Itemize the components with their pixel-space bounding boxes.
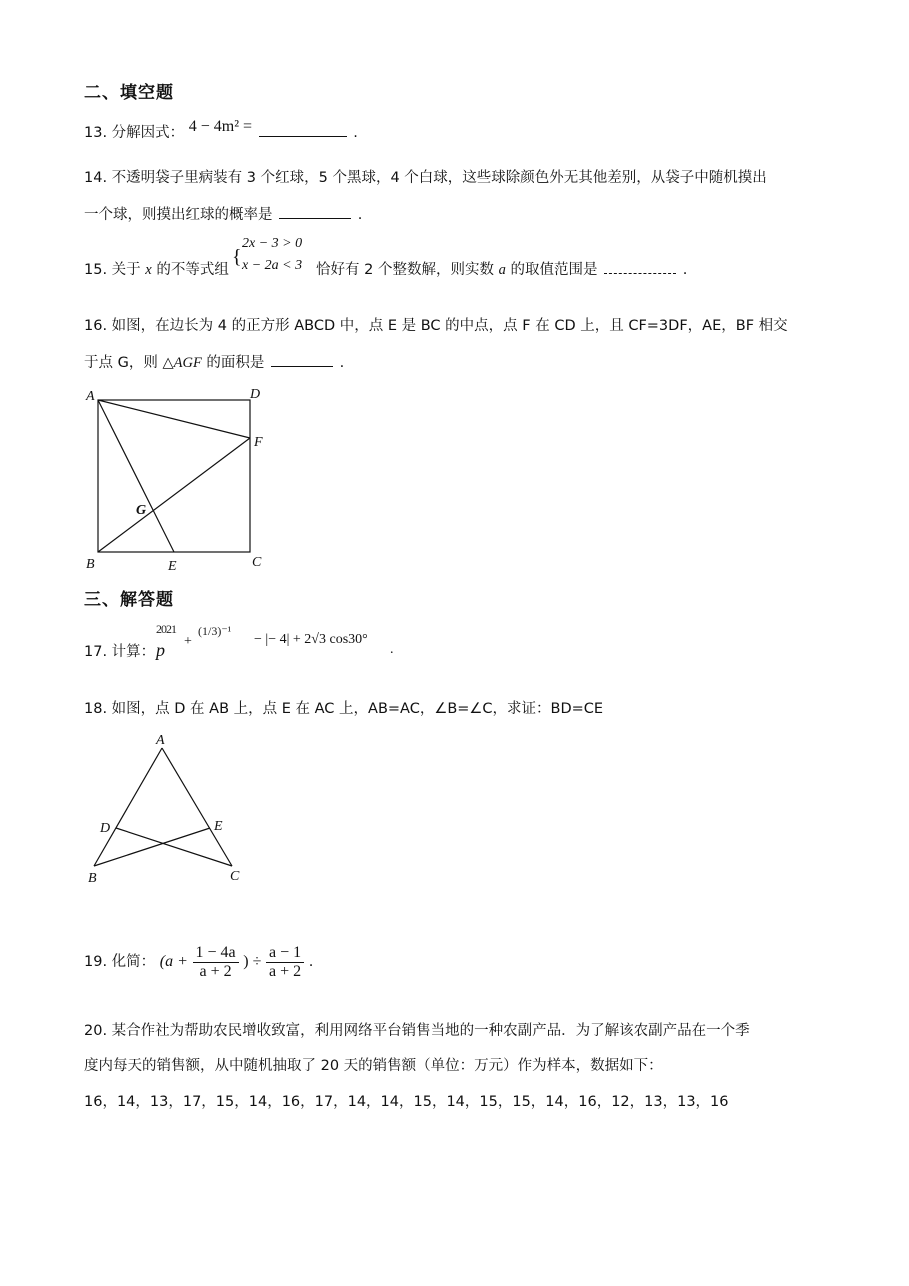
q15-inequality-2: x − 2a < 3 (242, 258, 303, 273)
q19-frac2-denominator: a + 2 (268, 962, 302, 980)
label-b: B (88, 871, 97, 886)
q15-prefix: 15. 关于 (84, 262, 141, 278)
q19-prefix: 19. 化简： (84, 954, 156, 970)
q17-prefix: 17. 计算： (84, 644, 156, 660)
q15-brace-icon: { (232, 246, 242, 268)
q17-expression (156, 620, 396, 664)
label-b: B (86, 557, 95, 572)
q16-line2-b: 的面积是 (206, 355, 265, 371)
square-abcd (98, 400, 250, 552)
q15-after: 恰好有 2 个整数解，则实数 (316, 262, 494, 278)
segment-ac (162, 748, 232, 866)
q16-line1: 16. 如图，在边长为 4 的正方形 ABCD 中，点 E 是 BC 的中点，点 F 在 CD 上，且 CF=3DF，AE，BF 相交 (84, 318, 788, 334)
q19-fraction-2 (266, 944, 304, 981)
question-13 (84, 118, 358, 143)
q14-line1: 14. 不透明袋子里病装有 3 个红球，5 个黑球，4 个白球，这些球除颜色外无其他差别，从袋子中随机摸出 (84, 170, 767, 186)
q13-prefix: 13. 分解因式： (84, 125, 185, 141)
label-d: D (250, 387, 261, 402)
q19-fraction-1 (193, 944, 239, 981)
q13-answer-blank[interactable] (259, 122, 347, 137)
q17-abs-part: − |− 4| + 2√3 cos30° (254, 632, 368, 647)
q15-inequality-1: 2x − 3 > 0 (242, 236, 303, 251)
q19-open: (a + (159, 953, 188, 970)
q15-end: 的取值范围是 (510, 262, 598, 278)
label-a: A (156, 733, 165, 748)
q15-suffix: . (682, 262, 688, 278)
q15-mid: 的不等式组 (156, 262, 229, 278)
q20-line2: 度内每天的销售额，从中随机抽取了 20 天的销售额（单位：万元）作为样本，数据如下： (84, 1058, 663, 1074)
segment-eb (94, 828, 210, 866)
q14-line2: 一个球，则摸出红球的概率是 (84, 207, 273, 223)
question-14-line2 (84, 204, 362, 225)
q15-var-x: x (145, 262, 152, 278)
q20-data: 16，14，13，17，15，14，16，17，14，14，15，14，15，15，14，16，12，13，13，16 (84, 1094, 729, 1110)
q18-triangle-figure (82, 730, 252, 890)
label-e: E (214, 819, 223, 834)
label-f: F (254, 435, 263, 450)
segment-ab (94, 748, 162, 866)
q19-frac2-numerator: a − 1 (266, 944, 304, 963)
label-a: A (86, 389, 95, 404)
q19-suffix: . (308, 954, 314, 970)
q15-var-a: a (498, 262, 506, 278)
question-15 (84, 259, 687, 280)
q19-frac1-numerator: 1 − 4a (193, 944, 239, 963)
q17-pi-symbol: p (156, 640, 165, 660)
segment-bf (98, 438, 250, 552)
q17-reciprocal-term: (1/3)⁻¹ (198, 624, 232, 638)
label-e: E (168, 559, 177, 574)
question-17 (84, 642, 155, 662)
label-d: D (100, 821, 111, 836)
q14-suffix: . (357, 207, 363, 223)
q17-suffix: . (390, 642, 394, 657)
label-g: G (136, 503, 147, 518)
q14-answer-blank[interactable] (279, 204, 351, 219)
question-19 (84, 940, 313, 984)
q16-suffix: . (339, 355, 345, 371)
q20-line1: 20. 某合作社为帮助农民增收致富，利用网络平台销售当地的一种农副产品．为了解该农副产品在一个季 (84, 1023, 750, 1039)
q15-answer-blank[interactable] (604, 259, 676, 274)
q17-garbled-term: 2021 (156, 622, 176, 636)
q19-frac1-denominator: a + 2 (199, 962, 232, 980)
question-16-line2 (84, 352, 344, 373)
section-solve-title: 三、解答题 (84, 590, 174, 610)
section-fill-blank-title: 二、填空题 (84, 83, 174, 103)
q16-triangle: △AGF (162, 355, 202, 371)
q13-expression: 4 − 4m² = (188, 118, 253, 135)
q16-line2-a: 于点 G，则 (84, 355, 158, 371)
q15-inequality-system (232, 236, 316, 280)
label-c: C (252, 555, 262, 570)
q16-answer-blank[interactable] (271, 352, 333, 367)
q19-close: ) ÷ (243, 953, 262, 970)
segment-ae (98, 400, 174, 552)
segment-af (98, 400, 250, 438)
label-c: C (230, 869, 240, 884)
q16-square-figure (80, 382, 280, 578)
q17-plus: + (184, 634, 192, 649)
q18-text: 18. 如图，点 D 在 AB 上，点 E 在 AC 上，AB=AC，∠B=∠C，求证：BD=CE (84, 701, 604, 717)
q13-suffix: . (353, 125, 358, 141)
